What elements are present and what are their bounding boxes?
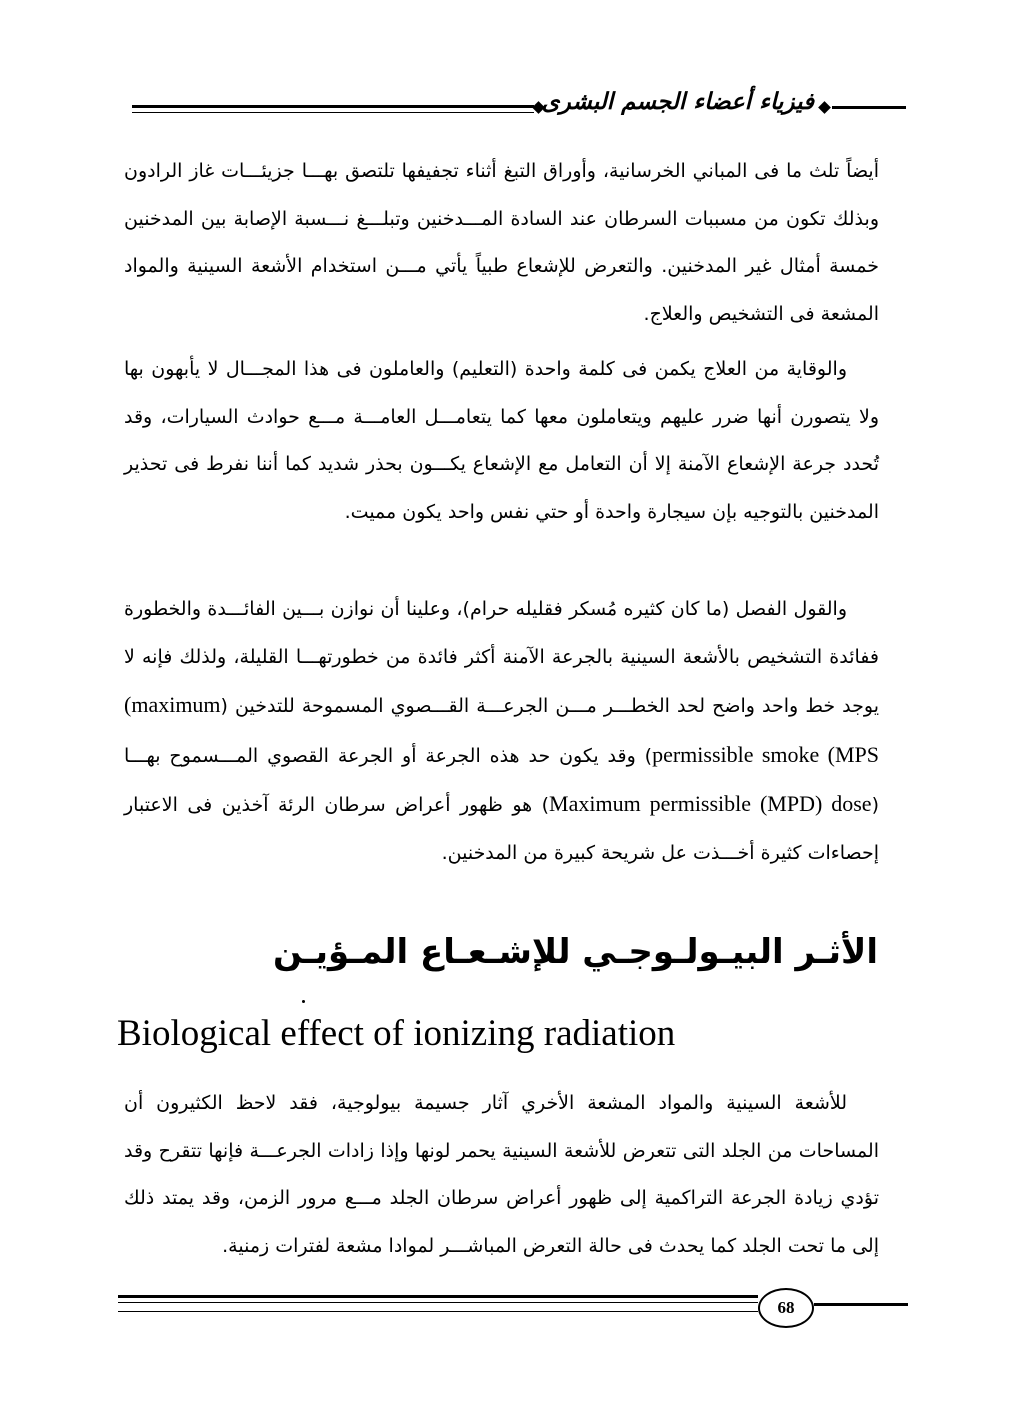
header-rule-right: [832, 106, 906, 109]
paragraph-2-text: والوقاية من العلاج يكمن فى كلمة واحدة (التعليم) والعاملون فى هذا المجـــال لا يأبهون بها ولا يتصورن أنها ضرر عليهم ويتعاملون معها كما يتعامـــل العامـــة مـــع حوادث السيارات، وقد تُحدد جرعة الإشعاع الآمنة إلا أن التعامل مع الإشعاع يكـــون بحذر شديد كما أننا نفرط فى تحذير المدخنين بالتوجيه بإن سيجارة واحدة أو حتي نفس واحد يكون مميت.: [124, 358, 879, 523]
footer-rule-left-top: [118, 1295, 758, 1298]
english-term-mps: (maximum permissible smoke (MPS: [124, 692, 879, 767]
header-rule-left-top: [132, 105, 534, 108]
paragraph-3-part-2: ) وقد يكون حد هذه الجرعة أو الجرعة القصوي المـــسموح بهـــا (: [124, 744, 879, 816]
paragraph-4-text: للأشعة السينية والمواد المشعة الأخري آثار جسيمة بيولوجية، فقد لاحظ الكثيرون أن المساحات من الجلد التى تتعرض للأشعة السينية يحمر لونها وإذا زادات الجرعـــة فإنها تتقرح وقد تؤدي زيادة الجرعة التراكمية إلى ظهور أعراض سرطان الجلد مـــع مرور الزمن، وقد يمتد ذلك إلى ما تحت الجلد كما يحدث فى حالة التعرض المباشـــر لموادا مشعة لفترات زمنية.: [124, 1092, 879, 1257]
paragraph-3-part-1: والقول الفصل (ما كان كثيره مُسكر فقليله حرام)، وعلينا أن نوازن بـــين الفائـــدة والخطورة ففائدة التشخيص بالأشعة السينية بالجرعة الآمنة أكثر فائدة من خطورتهـــا القليلة، ولذلك فإنه لا يوجد خط واحد واضح لحد الخطـــر مـــن الجرعـــة القـــصوي المسموحة للتدخين (: [124, 598, 879, 717]
section-heading-english: Biological effect of ionizing radiation: [117, 1013, 676, 1054]
paragraph-3-text: [124, 586, 879, 877]
paragraph-1-text: أيضاً تلث ما فى المباني الخرسانية، وأوراق التبغ أثناء تجفيفها تلتصق بهـــا جزيئـــات غاز الرادون وبذلك تكون من مسببات السرطان عند السادة المـــدخنين وتبلـــغ نـــسبة الإصابة بين المدخنين خمسة أمثال غير المدخنين. والتعرض للإشعاع طبياً يأتي مـــن استخدام الأشعة السينية والمواد المشعة فى التشخيص والعلاج.: [124, 160, 879, 325]
paragraph-1: [124, 148, 879, 338]
footer-rule-right: [814, 1303, 908, 1306]
paragraph-3-part-3: ) هو ظهور أعراض سرطان الرئة آخذين فى الاعتبار إحصاءات كثيرة أخـــذت عل شريحة كبيرة من المدخنين.: [124, 794, 879, 864]
header-rule-left-bottom: [132, 112, 534, 113]
paragraph-3: [124, 586, 879, 877]
footer-rule-left-bottom: [118, 1302, 758, 1303]
paragraph-2: [124, 346, 879, 536]
page-footer: [118, 1285, 908, 1335]
page-number: 68: [758, 1288, 814, 1328]
footer-rule-left-lower: [118, 1311, 758, 1312]
section-heading-arabic: الأثـر البيـولـوجـي للإشـعـاع المـؤيـن: [273, 932, 878, 972]
english-term-mpd: Maximum permissible (MPD) dose: [549, 791, 872, 816]
header-diamond-right: [818, 101, 831, 114]
page-header: [120, 88, 906, 138]
running-title: فيزياء أعضاء الجسم البشرى: [541, 88, 814, 115]
paragraph-4: [124, 1080, 879, 1270]
stray-dot: [302, 1000, 305, 1003]
